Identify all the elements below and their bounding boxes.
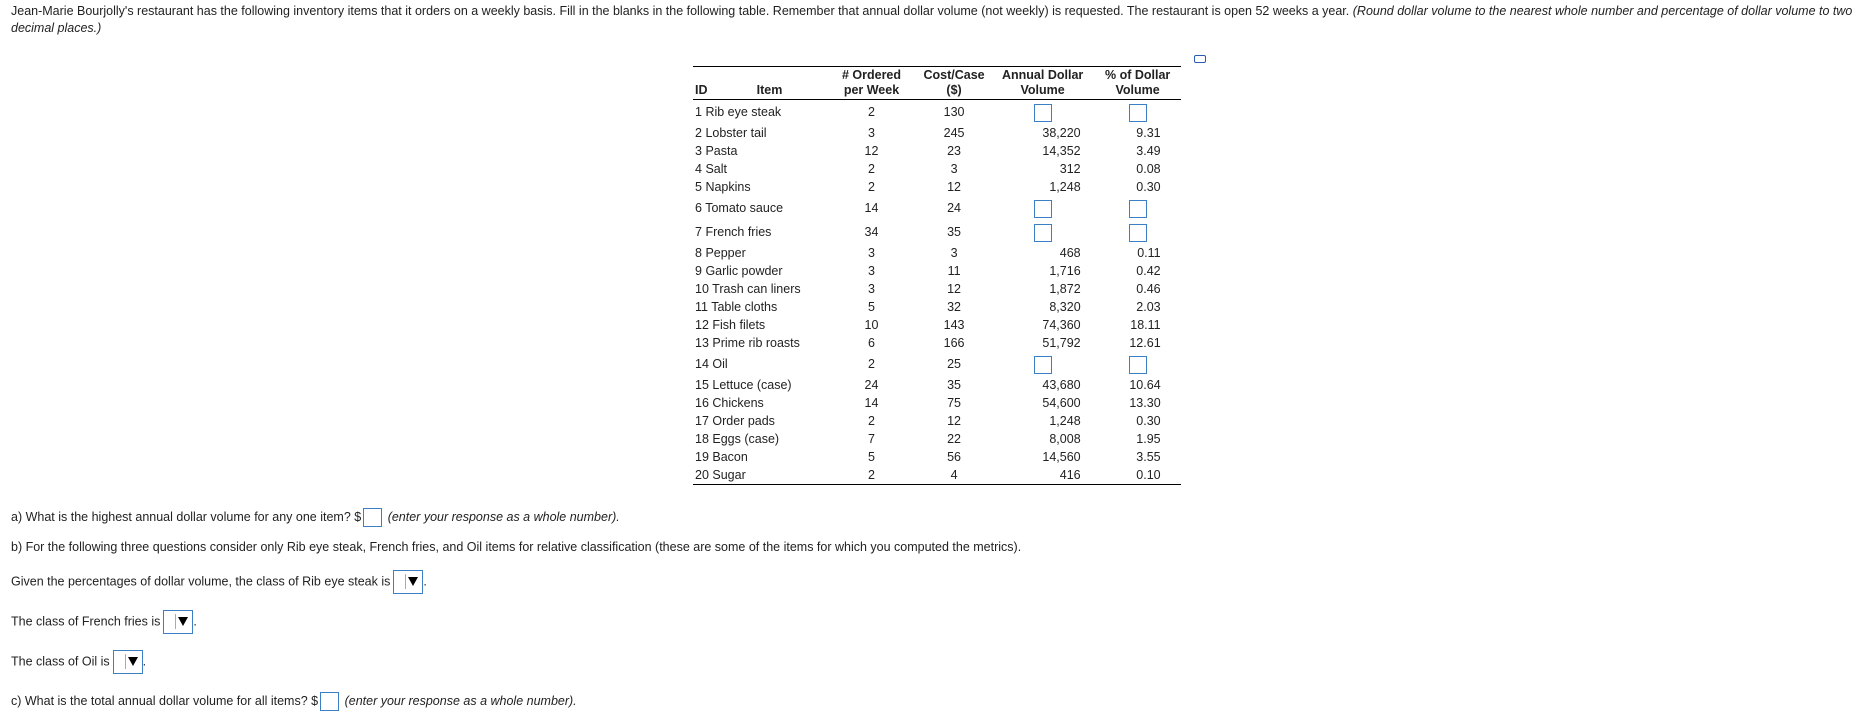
row-pct-input[interactable] [1129, 200, 1147, 218]
row-ordered: 3 [868, 126, 875, 140]
row-id-item [693, 100, 826, 125]
row-annual: 14,560 [1042, 450, 1081, 464]
row-annual[interactable] [991, 196, 1095, 220]
row-item: Chickens [712, 396, 764, 410]
header-id: ID [693, 67, 714, 100]
question-c [11, 692, 577, 711]
question-c-note: (enter your response as a whole number). [344, 693, 577, 708]
row-cost: 32 [947, 300, 962, 314]
row-id-item [693, 280, 826, 298]
row-annual-input[interactable] [1034, 356, 1052, 374]
inventory-table [693, 66, 1181, 485]
question-b-text: b) For the following three questions consider only Rib eye steak, French fries, and Oil items for relative classification (these are some of the items for which you computed the metrics). [11, 540, 1022, 554]
row-ordered: 2 [868, 162, 875, 176]
table-row [693, 334, 1181, 352]
question-b1: Given the percentages of dollar volume, the class of Rib eye steak is . [11, 570, 427, 594]
row-id: 8 [695, 246, 702, 260]
row-pct: 0.30 [1136, 180, 1161, 194]
row-cost: 23 [947, 144, 962, 158]
row-annual: 312 [1059, 162, 1081, 176]
row-id-item [693, 178, 826, 196]
row-id: 20 [695, 468, 709, 482]
row-cost: 75 [947, 396, 962, 410]
row-pct: 0.10 [1095, 466, 1181, 485]
header-annual: Annual Dollar Volume [991, 67, 1095, 100]
row-pct: 13.30 [1129, 396, 1161, 410]
row-cost: 4 [918, 466, 991, 485]
row-item: Trash can liners [712, 282, 801, 296]
question-a [11, 508, 620, 527]
row-id-item [693, 220, 826, 244]
row-pct: 0.30 [1136, 414, 1161, 428]
row-pct-input[interactable] [1129, 104, 1147, 122]
table-row [693, 316, 1181, 334]
row-id-item [693, 160, 826, 178]
row-item: Sugar [712, 468, 746, 482]
row-annual: 416 [991, 466, 1095, 485]
row-annual: 43,680 [1042, 378, 1081, 392]
table-row [693, 220, 1181, 244]
row-pct: 10.64 [1129, 378, 1161, 392]
oil-class-dropdown[interactable] [113, 650, 143, 674]
question-a-text: a) What is the highest annual dollar volume for any one item? $ [11, 509, 362, 524]
row-annual: 54,600 [1042, 396, 1081, 410]
row-id-item [693, 334, 826, 352]
row-id: 13 [695, 336, 709, 350]
row-item: Salt [705, 162, 727, 176]
row-item: Bacon [712, 450, 748, 464]
row-pct: 0.42 [1136, 264, 1161, 278]
row-annual-input[interactable] [1034, 104, 1052, 122]
row-id-item [693, 142, 826, 160]
row-id: 15 [695, 378, 709, 392]
table-row [693, 244, 1181, 262]
table-row [693, 160, 1181, 178]
row-cost: 12 [947, 414, 962, 428]
row-id-item [693, 298, 826, 316]
row-cost: 3 [950, 162, 958, 176]
row-id: 10 [695, 282, 709, 296]
row-annual: 8,320 [1049, 300, 1081, 314]
row-id-item [693, 244, 826, 262]
row-cost: 56 [947, 450, 962, 464]
row-item: Lettuce (case) [712, 378, 792, 392]
row-id: 18 [695, 432, 709, 446]
row-pct: 0.08 [1136, 162, 1161, 176]
row-ordered: 5 [868, 450, 875, 464]
row-id-item [693, 394, 826, 412]
row-cost: 35 [947, 225, 962, 239]
row-annual: 1,872 [1049, 282, 1081, 296]
header-cost: Cost/Case ($) [918, 67, 991, 100]
row-annual: 1,248 [1049, 180, 1081, 194]
table-row [693, 466, 1181, 485]
row-pct: 12.61 [1129, 336, 1161, 350]
row-id: 19 [695, 450, 709, 464]
row-annual: 8,008 [1049, 432, 1081, 446]
table-row [693, 262, 1181, 280]
rounding-note: (Round dollar volume to the nearest whole number and percentage of dollar volume to two decimal places.) [11, 4, 1853, 35]
row-annual: 468 [1059, 246, 1081, 260]
row-annual[interactable] [991, 352, 1095, 376]
row-ordered: 10 [864, 318, 879, 332]
row-cost: 11 [947, 264, 961, 278]
row-ordered: 6 [868, 336, 875, 350]
dropdown-arrow-icon [125, 654, 140, 669]
row-ordered: 34 [864, 225, 879, 239]
row-item: Napkins [705, 180, 751, 194]
problem-statement [11, 3, 1861, 37]
row-id-item [693, 430, 826, 448]
question-a-note: (enter your response as a whole number). [387, 509, 620, 524]
row-pct[interactable] [1095, 100, 1181, 125]
table-row [693, 412, 1181, 430]
row-cost: 245 [943, 126, 965, 140]
row-ordered: 5 [868, 300, 875, 314]
highest-volume-input[interactable] [363, 508, 382, 527]
row-cost: 3 [950, 246, 958, 260]
row-cost: 166 [943, 336, 965, 350]
expand-table-icon[interactable] [1194, 55, 1206, 63]
row-id-item [693, 262, 826, 280]
question-b3-text: The class of Oil is [11, 654, 110, 669]
dropdown-arrow-icon [405, 574, 420, 589]
table-row [693, 124, 1181, 142]
row-ordered: 7 [868, 432, 875, 446]
row-id-item [693, 412, 826, 430]
row-item: Tomato sauce [705, 201, 784, 215]
row-pct: 0.11 [1137, 246, 1161, 260]
header-item: Item [714, 67, 826, 100]
row-id-item [693, 466, 826, 485]
question-b [11, 540, 1021, 554]
row-annual: 38,220 [1042, 126, 1081, 140]
total-volume-input[interactable] [320, 692, 339, 711]
row-ordered: 14 [864, 201, 879, 215]
row-pct: 1.95 [1136, 432, 1161, 446]
row-pct[interactable] [1095, 196, 1181, 220]
row-ordered: 2 [868, 414, 875, 428]
row-pct: 0.46 [1136, 282, 1161, 296]
row-pct[interactable] [1095, 220, 1181, 244]
row-annual: 1,248 [1049, 414, 1081, 428]
row-annual: 51,792 [1042, 336, 1081, 350]
row-item: Table cloths [711, 300, 778, 314]
row-item: Order pads [712, 414, 775, 428]
table-row [693, 196, 1181, 220]
table-row [693, 376, 1181, 394]
question-c-text: c) What is the total annual dollar volume for all items? $ [11, 693, 319, 708]
row-item: Fish filets [712, 318, 766, 332]
row-ordered: 2 [868, 105, 875, 119]
question-b3: The class of Oil is . [11, 650, 146, 674]
row-id-item [693, 124, 826, 142]
question-b2: The class of French fries is . [11, 610, 197, 634]
row-ordered: 24 [864, 378, 879, 392]
table-row [693, 178, 1181, 196]
question-b2-text: The class of French fries is [11, 614, 161, 629]
row-pct: 2.03 [1136, 300, 1161, 314]
row-id: 9 [695, 264, 702, 278]
row-item: Lobster tail [705, 126, 767, 140]
table-row [693, 394, 1181, 412]
problem-text: Jean-Marie Bourjolly's restaurant has the following inventory items that it orders on a weekly basis. Fill in the blanks in the following table. Remember that annual dollar volume (not weekly) is requested. The restaurant is open 52 weeks a year. [11, 4, 1350, 18]
row-annual-input[interactable] [1034, 224, 1052, 242]
row-ordered: 14 [864, 396, 879, 410]
row-item: Rib eye steak [705, 105, 782, 119]
french-fries-class-dropdown[interactable] [163, 610, 193, 634]
row-pct: 3.55 [1136, 450, 1161, 464]
row-id: 12 [695, 318, 709, 332]
table-row [693, 280, 1181, 298]
row-annual: 74,360 [1042, 318, 1081, 332]
row-ordered: 12 [864, 144, 879, 158]
header-ordered: # Ordered per Week [826, 67, 918, 100]
row-id-item [693, 376, 826, 394]
row-pct: 3.49 [1136, 144, 1161, 158]
row-id-item [693, 352, 826, 376]
question-b1-text: Given the percentages of dollar volume, the class of Rib eye steak is [11, 574, 391, 589]
row-annual[interactable] [991, 220, 1095, 244]
row-cost: 12 [947, 282, 962, 296]
row-annual: 1,716 [1049, 264, 1081, 278]
table-row [693, 430, 1181, 448]
row-id: 2 [695, 126, 702, 140]
row-item: Oil [712, 357, 728, 371]
table-row [693, 142, 1181, 160]
table-row [693, 352, 1181, 376]
row-item: Prime rib roasts [712, 336, 800, 350]
row-ordered: 2 [826, 466, 918, 485]
row-id: 5 [695, 180, 702, 194]
row-id-item [693, 196, 826, 220]
row-pct-input[interactable] [1129, 356, 1147, 374]
row-cost: 24 [947, 201, 962, 215]
table-body [693, 100, 1181, 485]
row-cost: 12 [947, 180, 962, 194]
row-id: 11 [695, 300, 708, 314]
row-id: 4 [695, 162, 702, 176]
row-cost: 25 [947, 357, 962, 371]
row-ordered: 2 [868, 357, 875, 371]
row-annual: 14,352 [1042, 144, 1081, 158]
table-row [693, 100, 1181, 125]
header-pct: % of Dollar Volume [1095, 67, 1181, 100]
row-ordered: 3 [868, 264, 875, 278]
row-cost: 130 [943, 105, 965, 119]
row-item: Pasta [705, 144, 738, 158]
table-header-row [693, 67, 1181, 100]
row-id: 14 [695, 357, 709, 371]
row-cost: 143 [943, 318, 965, 332]
table-row [693, 448, 1181, 466]
row-id-item [693, 316, 826, 334]
row-item: French fries [705, 225, 772, 239]
rib-eye-class-dropdown[interactable] [393, 570, 423, 594]
row-pct: 18.11 [1130, 318, 1161, 332]
row-id: 6 [695, 201, 702, 215]
row-ordered: 2 [868, 180, 875, 194]
row-item: Eggs (case) [712, 432, 780, 446]
dropdown-arrow-icon [175, 614, 190, 629]
row-id: 17 [695, 414, 709, 428]
row-pct-input[interactable] [1129, 224, 1147, 242]
row-item: Garlic powder [705, 264, 783, 278]
row-id: 1 [695, 105, 702, 119]
row-ordered: 3 [868, 246, 875, 260]
row-id: 7 [695, 225, 702, 239]
row-pct: 9.31 [1136, 126, 1161, 140]
row-item: Pepper [705, 246, 746, 260]
row-annual[interactable] [991, 100, 1095, 125]
row-cost: 35 [947, 378, 962, 392]
row-id-item [693, 448, 826, 466]
row-ordered: 3 [868, 282, 875, 296]
row-annual-input[interactable] [1034, 200, 1052, 218]
row-cost: 22 [947, 432, 962, 446]
row-id: 3 [695, 144, 702, 158]
table-row [693, 298, 1181, 316]
row-id: 16 [695, 396, 709, 410]
row-pct[interactable] [1095, 352, 1181, 376]
